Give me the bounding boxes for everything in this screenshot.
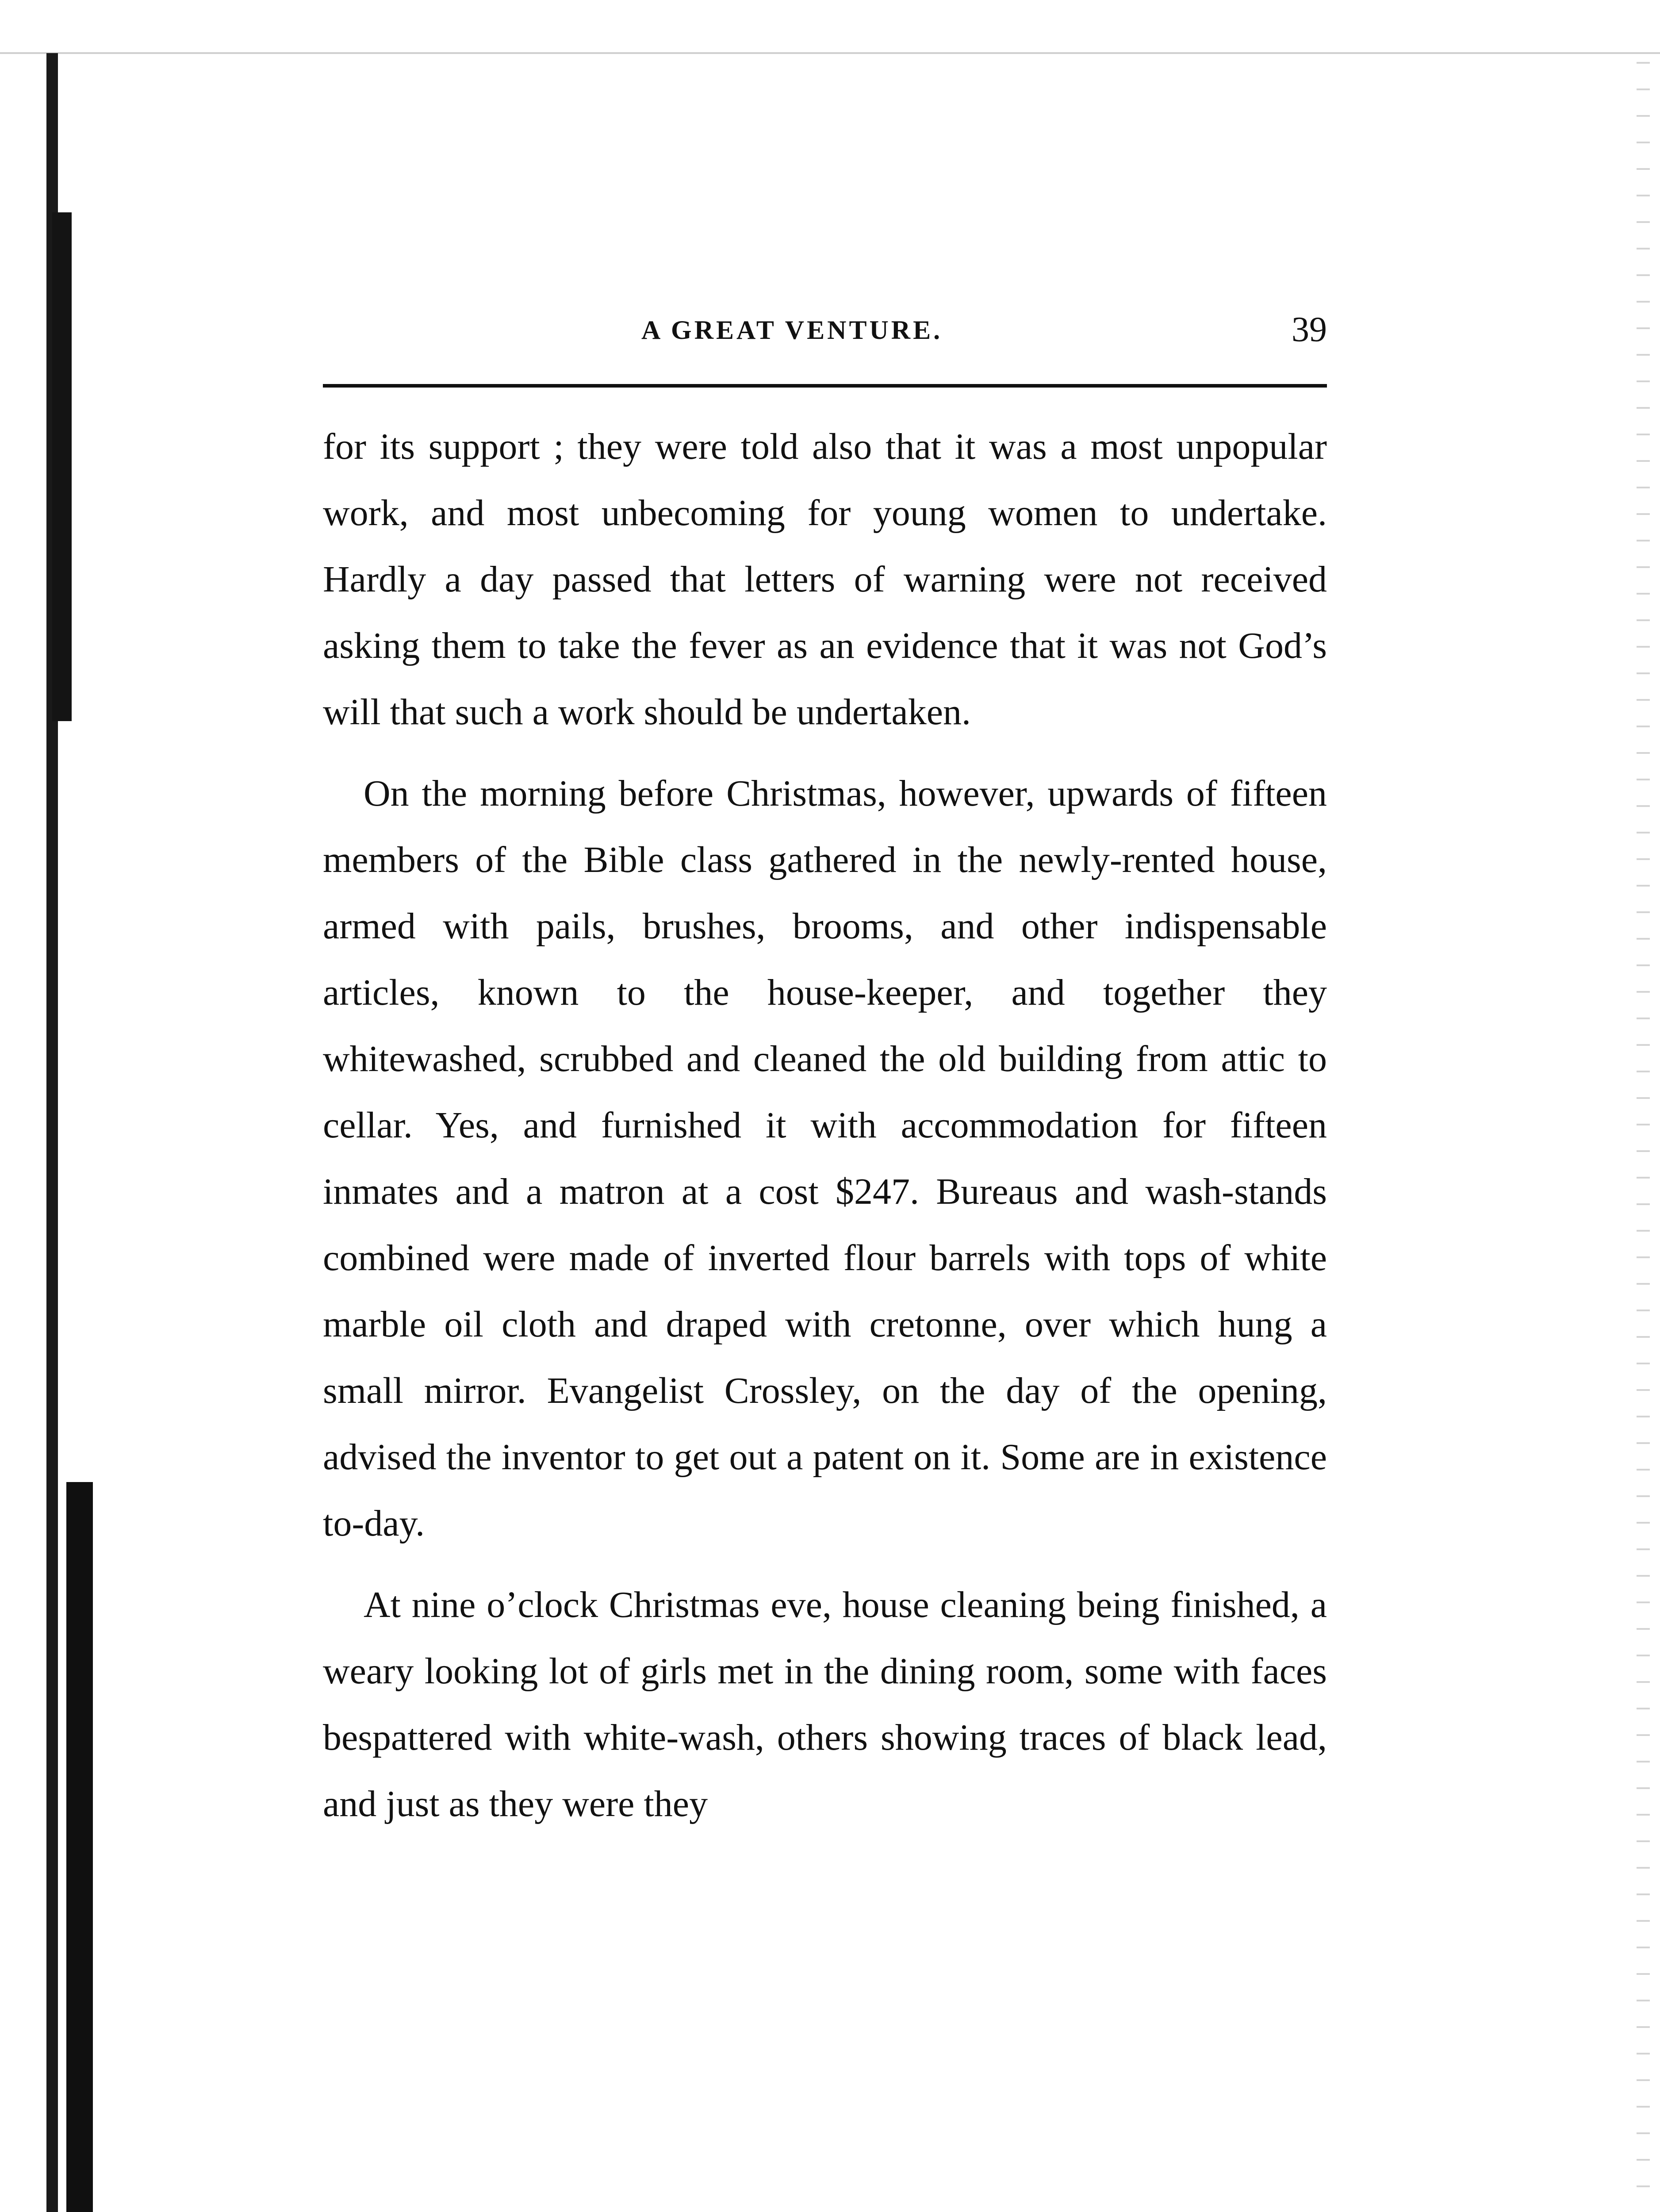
scan-artifact-top bbox=[0, 52, 1660, 54]
paragraph: At nine o’clock Christmas eve, house cleaning being finished, a weary looking lot of girls met in the dining room, some with faces bespattered with white-wash, others showing traces of black lead, and just as they were they bbox=[323, 1584, 1327, 1824]
scan-binding-shadow-upper bbox=[52, 212, 72, 721]
running-title: A GREAT VENTURE. bbox=[641, 315, 943, 345]
paragraph: for its support ; they were told also that it was a most unpopular work, and most unbecoming for young women to undertake. Hardly a day passed that letters of warning were not received asking them to take the fever as an evidence that it was not God’s will that such a work should be undertaken. bbox=[323, 426, 1327, 733]
running-head bbox=[323, 310, 1327, 363]
page-number: 39 bbox=[1292, 310, 1327, 349]
scan-artifact-right-edge bbox=[1637, 62, 1650, 2212]
header-rule bbox=[323, 384, 1327, 388]
paragraph: On the morning before Christmas, however, upwards of fifteen members of the Bible class gathered in the newly-rented house, armed with pails, brushes, brooms, and other indispensable articles, known to the house-keeper, and together they whitewashed, scrubbed and cleaned the old building from attic to cellar. Yes, and furnished it with accommodation for fifteen inmates and a matron at a cost $247. Bureaus and wash-stands combined were made of inverted flour barrels with tops of white marble oil cloth and draped with cretonne, over which hung a small mirror. Evangelist Crossley, on the day of the opening, advised the inventor to get out a patent on it. Some are in existence to-day. bbox=[323, 773, 1327, 1544]
body-text bbox=[323, 414, 1327, 1852]
scan-binding-shadow-lower bbox=[66, 1482, 93, 2212]
